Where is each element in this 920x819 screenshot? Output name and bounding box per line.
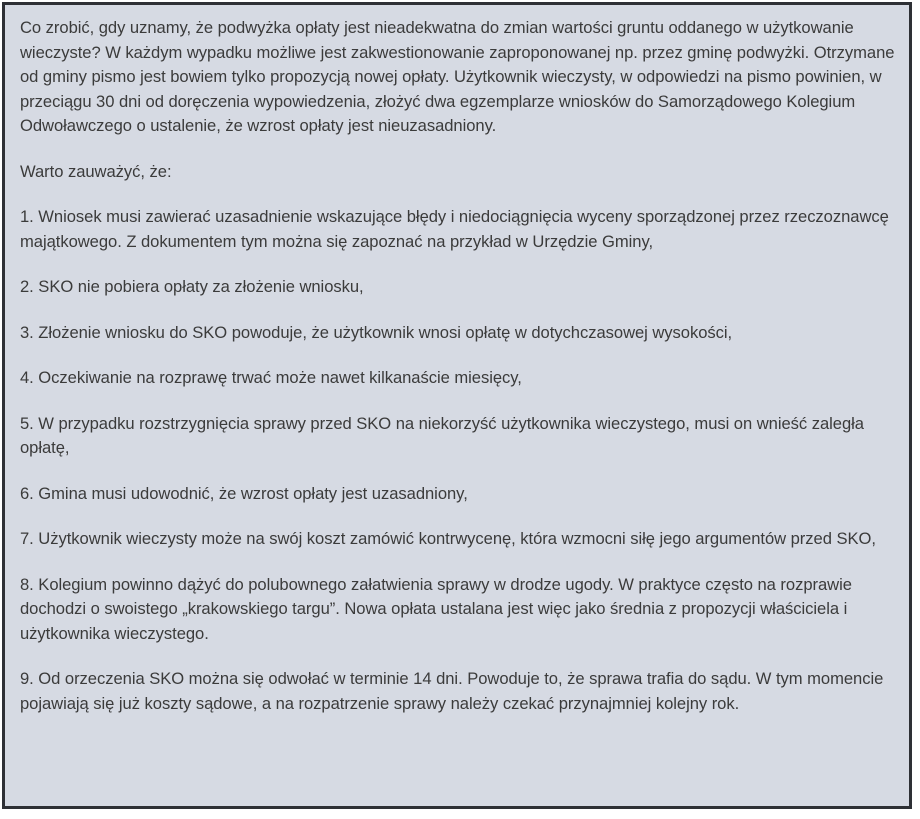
list-item: 7. Użytkownik wieczysty może na swój koszt zamówić kontrwycenę, która wzmocni siłę jego argumentów przed SKO, xyxy=(20,529,876,548)
list-item: 2. SKO nie pobiera opłaty za złożenie wniosku, xyxy=(20,277,364,296)
list-item: 1. Wniosek musi zawierać uzasadnienie wskazujące błędy i niedociągnięcia wyceny sporządzonej przez rzeczoznawcę majątkowego. Z dokumentem tym można się zapoznać na przykład w Urzędzie Gminy, xyxy=(20,207,889,251)
list-item: 3. Złożenie wniosku do SKO powoduje, że użytkownik wnosi opłatę w dotychczasowej wysokości, xyxy=(20,322,733,342)
list-item: 5. W przypadku rozstrzygnięcia sprawy przed SKO na niekorzyść użytkownika wieczystego, musi on wnieść zaległa opłatę, xyxy=(20,413,864,457)
info-box xyxy=(2,2,912,809)
lead-paragraph: Warto zauważyć, że: xyxy=(20,161,172,181)
list-item: 9. Od orzeczenia SKO można się odwołać w terminie 14 dni. Powoduje to, że sprawa trafia do sądu. W tym momencie pojawiają się już koszty sądowe, a na rozpatrzenie sprawy należy czekać przynajmniej kolejny rok. xyxy=(20,669,884,713)
intro-paragraph: Co zrobić, gdy uznamy, że podwyżka opłaty jest nieadekwatna do zmian wartości gruntu oddanego w użytkowanie wieczyste? W każdym wypadku możliwe jest zakwestionowanie zaproponowanej np. przez gminę podwyżki. Otrzymane od gminy pismo jest bowiem tylko propozycją nowej opłaty. Użytkownik wieczysty, w odpowiedzi na pismo powinien, w przeciągu 30 dni od doręczenia wypowiedzenia, złożyć dwa egzemplarze wniosków do Samorządowego Kolegium Odwoławczego o ustalenie, że wzrost opłaty jest nieuzasadniony. xyxy=(20,18,895,135)
list-item: 4. Oczekiwanie na rozprawę trwać może nawet kilkanaście miesięcy, xyxy=(20,368,522,387)
list-item: 6. Gmina musi udowodnić, że wzrost opłaty jest uzasadniony, xyxy=(20,483,468,503)
list-item: 8. Kolegium powinno dążyć do polubownego załatwienia sprawy w drodze ugody. W praktyce często na rozprawie dochodzi o swoistego „krakowskiego targu”. Nowa opłata ustalana jest więc jako średnia z propozycji właściciela i użytkownika wieczystego. xyxy=(20,574,852,643)
